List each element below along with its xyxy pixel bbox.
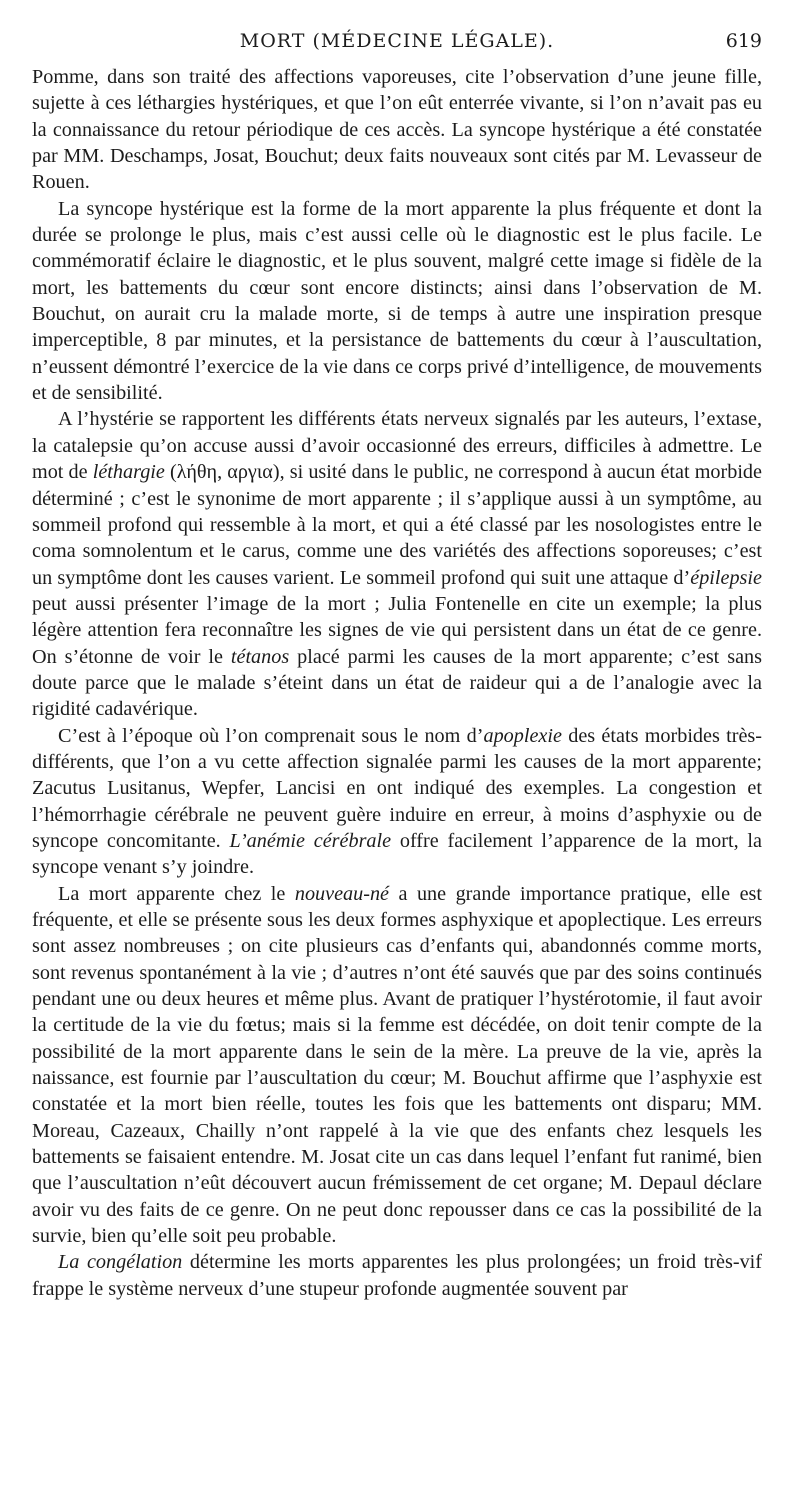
text-run: C’est à l’époque où l’on comprenait sous le nom d’ xyxy=(58,724,484,747)
running-title: MORT (MÉDECINE LÉGALE). xyxy=(239,30,555,52)
text-run: détermine les morts apparentes les plus prolongées; un froid très-vif frappe le système nerveux d’une stupeur profonde augmentée souvent par xyxy=(32,1251,762,1300)
text-run: placé parmi les causes de la mort apparente; c’est sans doute parce que le malade s’éteint dans un état de raideur qui a de l’analogie avec la rigidité cadavérique. xyxy=(32,645,762,721)
paragraph xyxy=(32,881,762,1250)
paragraph xyxy=(32,1249,762,1302)
paragraph xyxy=(32,406,762,722)
italic-term: léthargie xyxy=(92,461,165,484)
text-run: peut aussi présenter l’image de la mort ; Julia Fontenelle en cite un exemple; la plus légère attention fera reconnaître les signes de vie qui persistent dans un état de ce genre. On s’étonne de voir le xyxy=(32,592,762,668)
text-run: des états morbides très-différents, que l’on a vu cette affection signalée parmi les causes de la mort apparente; Zacutus Lusitanus, Wepfer, Lancisi en ont indiqué des exemples. La congestion et l’hémorrhagie cérébrale ne peuvent guère induire en erreur, à moins d’asphyxie ou de syncope concomitante. xyxy=(32,724,763,852)
text-run: a une grande importance pratique, elle est fréquente, et elle se présente sous les deux formes asphyxique et apoplectique. Les erreurs sont assez nombreuses ; on cite plusieurs cas d’enfants qui, abandonnés comme morts, sont revenus spontanément à la vie ; d’autres n’ont été sauvés que par des soins continués pendant une ou deux heures et même plus. Avant de pratiquer l’hystérotomie, il faut avoir la certitude de la vie du fœtus; mais si la femme est décédée, on doit tenir compte de la possibilité de la mort apparente dans le sein de la mère. La preuve de la vie, après la naissance, est fournie par l’auscultation du cœur; M. Bouchut affirme que l’asphyxie est constatée et la mort bien réelle, toutes les fois que les battements ont disparu; MM. Moreau, Cazeaux, Chailly n’ont rappelé à la vie que des enfants chez lesquels les battements se faisaient entendre. M. Josat cite un cas dans lequel l’enfant fut ranimé, bien que l’auscultation n’eût découvert aucun frémissement de cet organe; M. Depaul déclare avoir vu des faits de ce genre. On ne peut donc repousser dans ce cas la possibilité de la survie, bien qu’elle soit peu probable. xyxy=(32,882,762,1248)
body-text xyxy=(32,64,762,1302)
text-run: La syncope hystérique est la forme de la mort apparente la plus fréquente et dont la durée se prolonge le plus, mais c’est aussi celle où le diagnostic est le plus facile. Le commémoratif éclaire le diagnostic, et le plus souvent, malgré cette image si fidèle de la mort, les battements du cœur sont encore distincts; ainsi dans l’observation de M. Bouchut, on aurait cru la malade morte, si de temps à autre une inspiration presque imperceptible, 8 par minutes, et la persistance de battements du cœur à l’auscultation, n’eussent démontré l’exercice de la vie dans ce corps privé d’intelligence, de mouvements et de sensibilité. xyxy=(32,197,762,405)
italic-term: La congélation xyxy=(58,1251,183,1274)
paragraph xyxy=(32,64,762,196)
paragraph xyxy=(32,196,762,407)
page-number: 619 xyxy=(725,30,762,52)
italic-term: nouveau-né xyxy=(294,882,390,905)
italic-term: épilepsie xyxy=(690,566,762,589)
paragraph xyxy=(32,723,762,881)
text-run: offre facilement l’apparence de la mort, la syncope venant s’y joindre. xyxy=(32,829,762,879)
italic-term: L’anémie cérébrale xyxy=(229,829,392,852)
text-run: Pomme, dans son traité des affections vaporeuses, cite l’observation d’une jeune fille, sujette à ces léthargies hystériques, et que l’on eût enterrée vivante, si l’on n’avait pas eu la connaissance du retour périodique de ces accès. La syncope hystérique a été constatée par MM. Deschamps, Josat, Bouchut; deux faits nouveaux sont cités par M. Levasseur de Rouen. xyxy=(32,66,762,194)
text-run: A l’hystérie se rapportent les différents états nerveux signalés par les auteurs, l’extase, la catalepsie qu’on accuse aussi d’avoir occasionné des erreurs, difficiles à admettre. Le mot de xyxy=(32,408,762,484)
italic-term: apoplexie xyxy=(483,724,562,747)
italic-term: tétanos xyxy=(230,645,290,668)
text-run: La mort apparente chez le xyxy=(58,882,295,905)
text-run: (λήθη, αργια), si usité dans le public, ne correspond à aucun état morbide déterminé ; c’est le synonime de mort apparente ; il s’applique aussi à un symptôme, au sommeil profond qui ressemble à la mort, et qui a été classé par les nosologistes entre le coma somnolentum et le carus, comme une des variétés des affections soporeuses; c’est un symptôme dont les causes varient. Le sommeil profond qui suit une attaque d’ xyxy=(32,461,762,589)
page-header xyxy=(32,30,762,58)
